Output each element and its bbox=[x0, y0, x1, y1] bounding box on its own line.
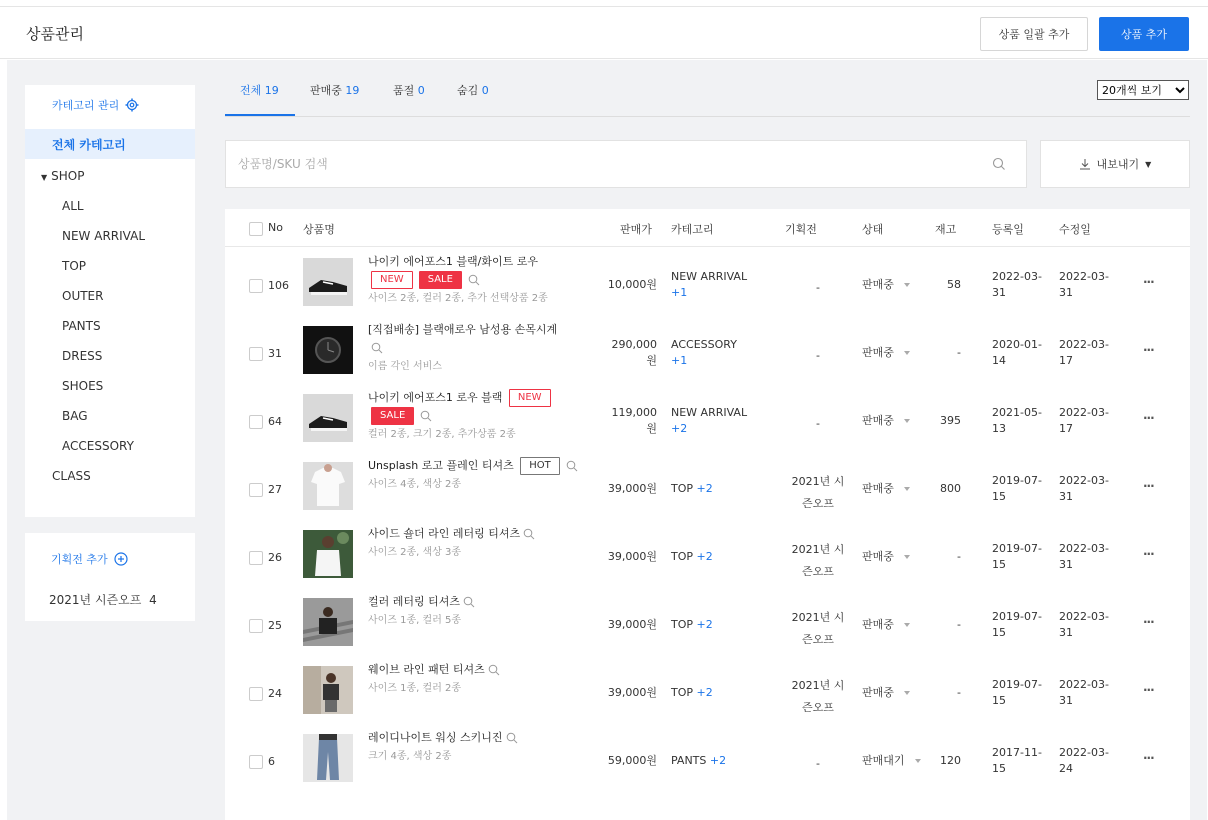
product-name[interactable]: 나이키 에어포스1 블랙/화이트 로우 bbox=[368, 255, 538, 268]
exhibition-value: - bbox=[816, 757, 820, 770]
modified-date-part2: 31 bbox=[1059, 286, 1073, 299]
modified-date bbox=[1059, 541, 1109, 573]
category-item[interactable]: BAG bbox=[62, 409, 88, 423]
exhibition-value-2: 즌오프 bbox=[802, 497, 834, 510]
product-info bbox=[368, 593, 583, 630]
plus-circle-icon[interactable] bbox=[114, 552, 128, 566]
category-value: TOP bbox=[671, 482, 694, 495]
search-icon[interactable] bbox=[566, 460, 578, 472]
row-no: 25 bbox=[268, 619, 282, 632]
price bbox=[597, 277, 657, 293]
price bbox=[597, 549, 657, 565]
row-no: 31 bbox=[268, 347, 282, 360]
row-no: 24 bbox=[268, 687, 282, 700]
search-icon[interactable] bbox=[420, 410, 432, 422]
new-badge: NEW bbox=[371, 271, 413, 289]
category-cell bbox=[671, 549, 713, 565]
stock: - bbox=[957, 346, 961, 359]
price-value: 39,000원 bbox=[607, 550, 657, 563]
table-row[interactable] bbox=[225, 655, 1190, 723]
product-info bbox=[368, 457, 583, 494]
product-name[interactable]: 레이디나이트 워싱 스키니진 bbox=[368, 731, 503, 744]
modified-date-part1: 2022-03- bbox=[1059, 406, 1109, 419]
select-all-checkbox[interactable] bbox=[249, 222, 263, 236]
category-more[interactable]: +2 bbox=[709, 754, 727, 767]
modified-date bbox=[1059, 609, 1109, 641]
exhibition-cell bbox=[783, 607, 853, 651]
category-cell bbox=[671, 685, 713, 701]
exhibition-cell bbox=[783, 675, 853, 719]
caret-down-icon bbox=[915, 759, 921, 763]
more-options-icon[interactable]: ··· bbox=[1143, 683, 1154, 697]
header-price: 판매가 bbox=[620, 223, 652, 236]
header-registered: 등록일 bbox=[992, 223, 1024, 236]
modified-date-part2: 17 bbox=[1059, 354, 1073, 367]
stock: 120 bbox=[940, 754, 961, 767]
gear-icon[interactable] bbox=[125, 98, 139, 112]
product-thumbnail[interactable] bbox=[303, 530, 353, 578]
category-item[interactable]: DRESS bbox=[62, 349, 103, 363]
product-thumbnail[interactable] bbox=[303, 734, 353, 782]
active-tab-indicator bbox=[225, 114, 295, 116]
status-value: 판매대기 bbox=[862, 754, 905, 767]
header-no: No bbox=[268, 221, 283, 234]
category-all[interactable]: 전체 카테고리 bbox=[25, 129, 195, 159]
table-row[interactable] bbox=[225, 247, 1190, 315]
row-checkbox[interactable] bbox=[249, 415, 263, 429]
registered-date-part2: 15 bbox=[992, 490, 1006, 503]
category-value: PANTS bbox=[671, 754, 707, 767]
exhibition-value-2: 즌오프 bbox=[802, 701, 834, 714]
stock: 395 bbox=[940, 414, 961, 427]
modified-date-part2: 31 bbox=[1059, 694, 1073, 707]
table-row[interactable] bbox=[225, 451, 1190, 519]
row-checkbox[interactable] bbox=[249, 687, 263, 701]
product-info bbox=[368, 525, 583, 562]
registered-date bbox=[992, 609, 1042, 641]
category-item[interactable]: ACCESSORY bbox=[62, 439, 134, 453]
modified-date-part2: 31 bbox=[1059, 558, 1073, 571]
price-value: 39,000원 bbox=[607, 618, 657, 631]
tab-label: 숨김 bbox=[457, 84, 479, 97]
product-info bbox=[368, 321, 583, 376]
modified-date-part1: 2022-03- bbox=[1059, 474, 1109, 487]
row-no: 26 bbox=[268, 551, 282, 564]
registered-date bbox=[992, 473, 1042, 505]
exhibition-cell bbox=[783, 413, 853, 435]
price bbox=[597, 617, 657, 633]
row-checkbox[interactable] bbox=[249, 347, 263, 361]
registered-date-part1: 2019-07- bbox=[992, 610, 1042, 623]
tab-sold-out[interactable] bbox=[393, 82, 425, 98]
price-value: 39,000원 bbox=[607, 686, 657, 699]
row-no: 106 bbox=[268, 279, 289, 292]
row-no: 27 bbox=[268, 483, 282, 496]
category-value: NEW ARRIVAL bbox=[671, 270, 748, 283]
exhibition-add-label: 기획전 추가 bbox=[51, 553, 108, 566]
exhibition-add-link[interactable] bbox=[51, 551, 128, 567]
exhibition-item-name: 2021년 시즌오프 bbox=[49, 593, 142, 607]
registered-date-part1: 2017-11- bbox=[992, 746, 1042, 759]
status-select[interactable] bbox=[862, 685, 910, 701]
price-value: 10,000원 bbox=[607, 278, 657, 291]
product-options: 사이즈 4종, 색상 2종 bbox=[368, 479, 462, 490]
modified-date-part1: 2022-03- bbox=[1059, 678, 1109, 691]
exhibition-value: - bbox=[816, 417, 820, 430]
tab-label: 판매중 bbox=[310, 84, 342, 97]
status-select[interactable] bbox=[862, 481, 910, 497]
modified-date bbox=[1059, 473, 1109, 505]
row-checkbox[interactable] bbox=[249, 279, 263, 293]
export-label: 내보내기 bbox=[1096, 158, 1140, 171]
header-category: 카테고리 bbox=[671, 223, 714, 236]
product-options: 사이즈 2종, 컬러 2종, 추가 선택상품 2종 bbox=[368, 293, 548, 304]
caret-down-icon bbox=[904, 419, 910, 423]
price bbox=[597, 685, 657, 701]
per-page-select[interactable] bbox=[1097, 80, 1189, 100]
table-row[interactable] bbox=[225, 519, 1190, 587]
price bbox=[597, 337, 657, 369]
registered-date-part2: 15 bbox=[992, 558, 1006, 571]
registered-date bbox=[992, 269, 1042, 301]
exhibition-cell bbox=[783, 345, 853, 367]
price-value: 290,000 bbox=[611, 338, 657, 351]
search-icon[interactable] bbox=[523, 528, 535, 540]
product-info bbox=[368, 661, 583, 698]
row-checkbox[interactable] bbox=[249, 483, 263, 497]
product-thumbnail[interactable] bbox=[303, 258, 353, 306]
search-icon[interactable] bbox=[371, 342, 383, 354]
registered-date-part1: 2020-01- bbox=[992, 338, 1042, 351]
more-options-icon[interactable]: ··· bbox=[1143, 343, 1154, 357]
category-more[interactable]: +1 bbox=[671, 354, 688, 367]
price-unit: 원 bbox=[646, 422, 657, 435]
stock: 800 bbox=[940, 482, 961, 495]
table-row[interactable] bbox=[225, 723, 1190, 791]
product-thumbnail[interactable] bbox=[303, 666, 353, 714]
header-stock: 재고 bbox=[935, 223, 957, 236]
modified-date-part1: 2022-03- bbox=[1059, 746, 1109, 759]
modified-date-part1: 2022-03- bbox=[1059, 610, 1109, 623]
exhibition-value: - bbox=[816, 281, 820, 294]
status-select[interactable] bbox=[862, 345, 910, 361]
status-select[interactable] bbox=[862, 617, 910, 633]
category-value: TOP bbox=[671, 550, 694, 563]
category-item[interactable]: PANTS bbox=[62, 319, 101, 333]
product-thumbnail[interactable] bbox=[303, 462, 353, 510]
modified-date bbox=[1059, 405, 1109, 437]
status-value: 판매중 bbox=[862, 550, 894, 563]
filter-tabs bbox=[225, 73, 1190, 117]
tab-on-sale[interactable] bbox=[310, 82, 359, 98]
registered-date-part1: 2019-07- bbox=[992, 474, 1042, 487]
exhibition-panel bbox=[25, 533, 195, 621]
caret-down-icon bbox=[904, 283, 910, 287]
category-item[interactable]: OUTER bbox=[62, 289, 104, 303]
more-options-icon[interactable]: ··· bbox=[1143, 275, 1154, 289]
price bbox=[597, 753, 657, 769]
more-options-icon[interactable]: ··· bbox=[1143, 479, 1154, 493]
page-header bbox=[0, 7, 1208, 59]
more-options-icon[interactable]: ··· bbox=[1143, 411, 1154, 425]
registered-date-part1: 2019-07- bbox=[992, 542, 1042, 555]
product-options: 사이즈 1종, 컬러 5종 bbox=[368, 615, 462, 626]
header-name: 상품명 bbox=[303, 223, 335, 236]
category-value: NEW ARRIVAL bbox=[671, 406, 748, 419]
caret-down-icon bbox=[904, 487, 910, 491]
price-value: 59,000원 bbox=[607, 754, 657, 767]
exhibition-cell bbox=[783, 471, 853, 515]
exhibition-value: 2021년 시 bbox=[791, 475, 845, 488]
category-class[interactable]: CLASS bbox=[52, 469, 91, 483]
registered-date-part2: 15 bbox=[992, 626, 1006, 639]
registered-date bbox=[992, 405, 1042, 437]
registered-date bbox=[992, 677, 1042, 709]
category-item[interactable]: SHOES bbox=[62, 379, 104, 393]
row-no: 6 bbox=[268, 755, 275, 768]
category-manage-label: 카테고리 관리 bbox=[52, 99, 120, 112]
tab-label: 전체 bbox=[240, 84, 262, 97]
category-item[interactable]: ALL bbox=[62, 199, 84, 213]
category-item[interactable]: NEW ARRIVAL bbox=[62, 229, 145, 243]
status-value: 판매중 bbox=[862, 618, 894, 631]
hot-badge: HOT bbox=[520, 457, 560, 475]
product-name[interactable]: [직접배송] 블랙애로우 남성용 손목시계 bbox=[368, 323, 558, 336]
table-row[interactable] bbox=[225, 383, 1190, 451]
category-value: ACCESSORY bbox=[671, 338, 737, 351]
tab-count: 19 bbox=[264, 84, 279, 97]
product-name[interactable]: 컬러 레터링 티셔츠 bbox=[368, 595, 461, 608]
download-icon bbox=[1079, 158, 1091, 170]
category-more[interactable]: +2 bbox=[696, 618, 713, 631]
status-value: 판매중 bbox=[862, 482, 894, 495]
product-info bbox=[368, 729, 583, 766]
status-value: 판매중 bbox=[862, 278, 894, 291]
product-thumbnail[interactable] bbox=[303, 326, 353, 374]
category-more[interactable]: +1 bbox=[671, 286, 688, 299]
category-cell bbox=[671, 617, 713, 633]
status-value: 판매중 bbox=[862, 346, 894, 359]
search-icon[interactable] bbox=[992, 157, 1006, 171]
product-options: 컬러 2종, 크기 2종, 추가상품 2종 bbox=[368, 429, 516, 440]
registered-date-part2: 15 bbox=[992, 762, 1006, 775]
price-unit: 원 bbox=[646, 354, 657, 367]
category-more[interactable]: +2 bbox=[696, 482, 713, 495]
modified-date bbox=[1059, 677, 1109, 709]
search-icon[interactable] bbox=[468, 274, 480, 286]
exhibition-value-2: 즌오프 bbox=[802, 565, 834, 578]
product-name[interactable]: 사이드 숄더 라인 레터링 티셔츠 bbox=[368, 527, 521, 540]
exhibition-value: 2021년 시 bbox=[791, 611, 845, 624]
status-select[interactable] bbox=[862, 753, 921, 769]
row-no: 64 bbox=[268, 415, 282, 428]
product-table bbox=[225, 209, 1190, 820]
category-cell bbox=[671, 269, 747, 301]
product-thumbnail[interactable] bbox=[303, 598, 353, 646]
product-options: 사이즈 1종, 컬러 2종 bbox=[368, 683, 462, 694]
caret-down-icon bbox=[904, 555, 910, 559]
page-title: 상품관리 bbox=[26, 25, 84, 43]
bulk-add-product-button[interactable]: 상품 일괄 추가 bbox=[980, 17, 1088, 51]
product-thumbnail[interactable] bbox=[303, 394, 353, 442]
product-options: 이름 각인 서비스 bbox=[368, 361, 442, 372]
modified-date bbox=[1059, 269, 1109, 301]
exhibition-item-count: 4 bbox=[149, 593, 157, 607]
category-cell bbox=[671, 753, 726, 769]
product-options: 사이즈 2종, 색상 3종 bbox=[368, 547, 462, 558]
stock: - bbox=[957, 686, 961, 699]
status-select[interactable] bbox=[862, 549, 910, 565]
stock: 58 bbox=[947, 278, 961, 291]
modified-date-part1: 2022-03- bbox=[1059, 542, 1109, 555]
row-checkbox[interactable] bbox=[249, 619, 263, 633]
category-value: TOP bbox=[671, 618, 694, 631]
search-input[interactable] bbox=[226, 141, 986, 187]
category-cell bbox=[671, 405, 747, 437]
exhibition-cell bbox=[783, 753, 853, 775]
product-info bbox=[368, 253, 583, 308]
price bbox=[597, 405, 657, 437]
registered-date-part2: 31 bbox=[992, 286, 1006, 299]
registered-date bbox=[992, 337, 1042, 369]
tab-count: 19 bbox=[345, 84, 360, 97]
category-cell bbox=[671, 337, 737, 369]
search-box bbox=[225, 140, 1027, 188]
price-value: 119,000 bbox=[611, 406, 657, 419]
new-badge: NEW bbox=[509, 389, 551, 407]
header-exhibition: 기획전 bbox=[785, 223, 817, 236]
modified-date-part2: 31 bbox=[1059, 626, 1073, 639]
caret-down-icon bbox=[904, 623, 910, 627]
registered-date-part1: 2019-07- bbox=[992, 678, 1042, 691]
more-options-icon[interactable]: ··· bbox=[1143, 751, 1154, 765]
registered-date bbox=[992, 541, 1042, 573]
status-value: 판매중 bbox=[862, 414, 894, 427]
more-options-icon[interactable]: ··· bbox=[1143, 615, 1154, 629]
caret-down-icon bbox=[904, 691, 910, 695]
caret-down-icon: ▼ bbox=[1145, 159, 1152, 169]
product-name[interactable]: Unsplash 로고 플레인 티셔츠 bbox=[368, 459, 514, 472]
header-modified: 수정일 bbox=[1059, 223, 1091, 236]
category-more[interactable]: +2 bbox=[671, 422, 688, 435]
price-value: 39,000원 bbox=[607, 482, 657, 495]
category-item[interactable]: TOP bbox=[62, 259, 87, 273]
registered-date-part2: 14 bbox=[992, 354, 1006, 367]
category-shop[interactable] bbox=[41, 169, 84, 183]
exhibition-cell bbox=[783, 539, 853, 583]
export-button[interactable] bbox=[1040, 140, 1190, 188]
product-name[interactable]: 웨이브 라인 패턴 티셔츠 bbox=[368, 663, 485, 676]
category-cell bbox=[671, 481, 713, 497]
modified-date bbox=[1059, 337, 1109, 369]
tab-count: 0 bbox=[481, 84, 489, 97]
tab-all[interactable] bbox=[240, 82, 279, 98]
caret-down-icon: ▼ bbox=[41, 173, 48, 182]
tab-count: 0 bbox=[417, 84, 425, 97]
product-options: 크기 4종, 색상 2종 bbox=[368, 751, 452, 762]
price bbox=[597, 481, 657, 497]
category-value: TOP bbox=[671, 686, 694, 699]
table-row[interactable] bbox=[225, 315, 1190, 383]
registered-date-part1: 2022-03- bbox=[992, 270, 1042, 283]
modified-date-part1: 2022-03- bbox=[1059, 270, 1109, 283]
registered-date bbox=[992, 745, 1042, 777]
sale-badge: SALE bbox=[419, 271, 462, 289]
modified-date-part2: 24 bbox=[1059, 762, 1073, 775]
caret-down-icon bbox=[904, 351, 910, 355]
category-manage-link[interactable] bbox=[52, 97, 139, 113]
exhibition-value: 2021년 시 bbox=[791, 679, 845, 692]
status-select[interactable] bbox=[862, 413, 910, 429]
stock: - bbox=[957, 618, 961, 631]
add-product-button[interactable]: 상품 추가 bbox=[1099, 17, 1189, 51]
header-status: 상태 bbox=[862, 223, 884, 236]
modified-date-part2: 31 bbox=[1059, 490, 1073, 503]
more-options-icon[interactable]: ··· bbox=[1143, 547, 1154, 561]
exhibition-value-2: 즌오프 bbox=[802, 633, 834, 646]
exhibition-value: 2021년 시 bbox=[791, 543, 845, 556]
status-select[interactable] bbox=[862, 277, 910, 293]
category-more[interactable]: +2 bbox=[696, 550, 713, 563]
registered-date-part2: 13 bbox=[992, 422, 1006, 435]
modified-date-part2: 17 bbox=[1059, 422, 1073, 435]
table-row[interactable] bbox=[225, 587, 1190, 655]
sale-badge: SALE bbox=[371, 407, 414, 425]
category-panel bbox=[25, 85, 195, 517]
stock: - bbox=[957, 550, 961, 563]
modified-date-part1: 2022-03- bbox=[1059, 338, 1109, 351]
search-icon[interactable] bbox=[506, 732, 518, 744]
tab-hidden[interactable] bbox=[457, 82, 489, 98]
tab-label: 품절 bbox=[393, 84, 415, 97]
product-name[interactable]: 나이키 에어포스1 로우 블랙 bbox=[368, 391, 503, 404]
product-info bbox=[368, 389, 583, 444]
category-more[interactable]: +2 bbox=[696, 686, 713, 699]
exhibition-value: - bbox=[816, 349, 820, 362]
row-checkbox[interactable] bbox=[249, 755, 263, 769]
registered-date-part1: 2021-05- bbox=[992, 406, 1042, 419]
exhibition-item[interactable] bbox=[49, 591, 157, 608]
registered-date-part2: 15 bbox=[992, 694, 1006, 707]
status-value: 판매중 bbox=[862, 686, 894, 699]
search-icon[interactable] bbox=[488, 664, 500, 676]
search-icon[interactable] bbox=[463, 596, 475, 608]
row-checkbox[interactable] bbox=[249, 551, 263, 565]
category-shop-label: SHOP bbox=[51, 169, 85, 183]
exhibition-cell bbox=[783, 277, 853, 299]
modified-date bbox=[1059, 745, 1109, 777]
